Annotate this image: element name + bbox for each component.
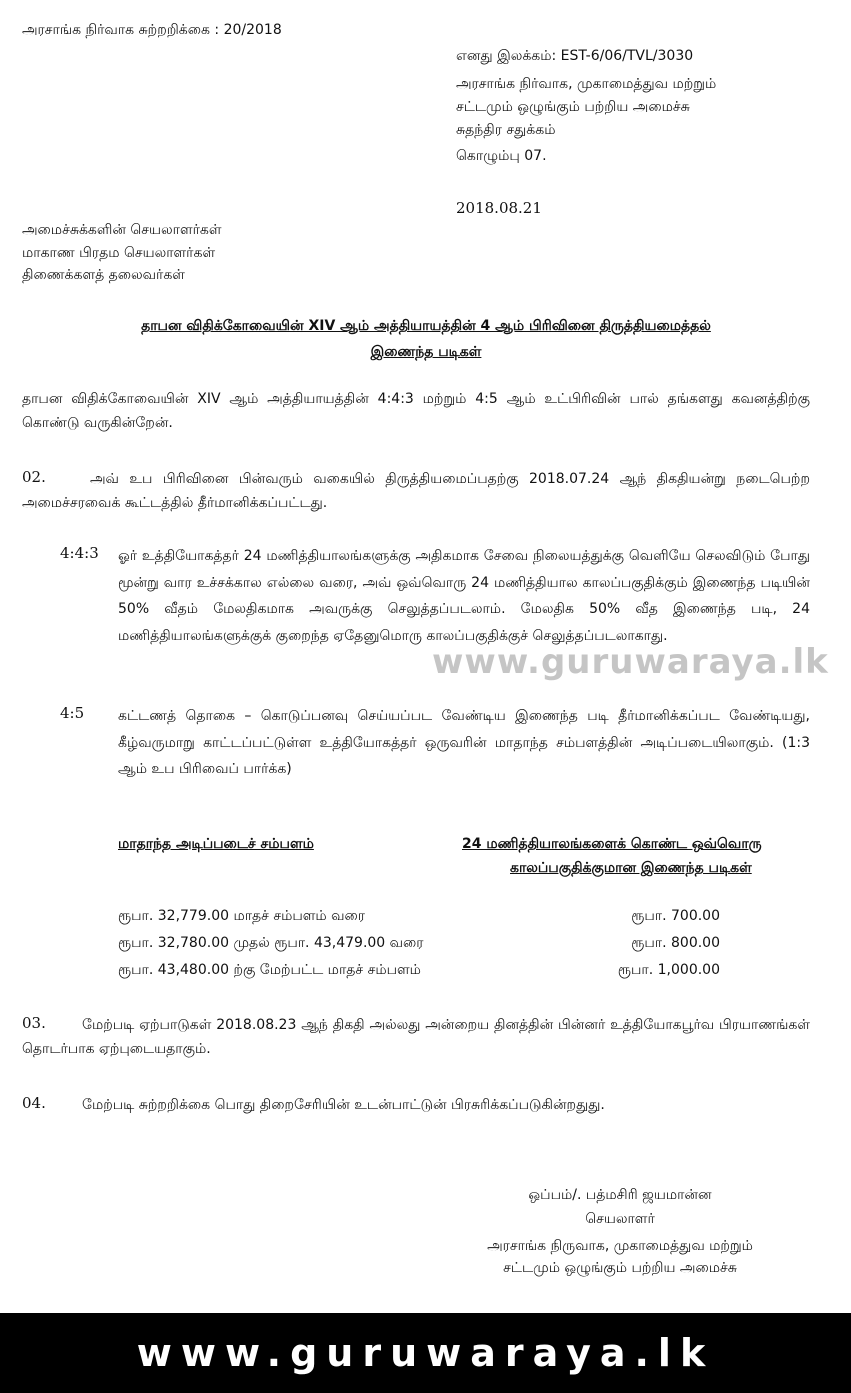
paragraph-04: மேற்படி சுற்றறிக்கை பொது திறைசேரியின் உடன்பாட்டுன் பிரசுரிக்கப்படுகின்றதுது. (82, 1097, 605, 1113)
table-header-allowance: 24 மணித்தியாலங்களைக் கொண்ட ஒவ்வொரு (462, 836, 762, 852)
signature-name: ஒப்பம்/. பத்மசிரி ஜயமான்ன (528, 1187, 712, 1203)
table-header-allowance: காலப்பகுதிக்குமான இணைந்த படிகள் (510, 860, 752, 876)
paragraph-03: மேற்படி ஏற்பாடுகள் 2018.08.23 ஆந் திகதி அல்லது அன்றைய தினத்தின் பின்னர் உத்தியோகபூர்வ பிரயாணங்கள் தொடர்பாக ஏற்புடையதாகும். (22, 1017, 810, 1057)
sender-line: சட்டமும் ஒழுங்கும் பற்றிய அமைச்சு (456, 99, 690, 115)
sender-line: சுதந்திர சதுக்கம் (456, 122, 556, 138)
paragraph-number: 02. (22, 468, 46, 486)
footer-website-link[interactable]: www.guruwaraya.lk (136, 1331, 715, 1375)
letter-date: 2018.08.21 (456, 199, 542, 217)
table-row-allowance: ரூபா. 1,000.00 (617, 962, 720, 978)
clause-number: 4:4:3 (60, 544, 99, 562)
clause-number: 4:5 (60, 704, 85, 722)
circular-number: அரசாங்க நிர்வாக சுற்றறிக்கை : 20/2018 (22, 22, 282, 38)
table-row-salary: ரூபா. 43,480.00 ற்கு மேற்பட்ட மாதச் சம்பளம் (118, 962, 421, 978)
paragraph-02: அவ் உப பிரிவினை பின்வரும் வகையில் திருத்தியமைப்பதற்கு 2018.07.24 ஆந் திகதியன்று நடைபெற்ற அமைச்சரவைக் கூட்டத்தில் தீர்மானிக்கப்பட்டது. (22, 471, 810, 511)
subject-line: தாபன விதிக்கோவையின் XIV ஆம் அத்தியாயத்தின் 4 ஆம் பிரிவினை திருத்தியமைத்தல் (141, 318, 711, 334)
signature-ministry: அரசாங்க நிருவாக, முகாமைத்துவ மற்றும் (487, 1238, 753, 1254)
recipient-line: அமைச்சுக்களின் செயலாளர்கள் (22, 222, 222, 238)
table-row-allowance: ரூபா. 800.00 (631, 935, 720, 951)
table-row-allowance: ரூபா. 700.00 (631, 908, 720, 924)
paragraph-number: 04. (22, 1094, 46, 1112)
subject-subtitle: இணைந்த படிகள் (370, 344, 482, 360)
recipient-line: திணைக்களத் தலைவர்கள் (22, 267, 185, 283)
table-row-salary: ரூபா. 32,780.00 முதல் ரூபா. 43,479.00 வரை (118, 935, 424, 951)
paragraph-number: 03. (22, 1014, 46, 1032)
signature-ministry: சட்டமும் ஒழுங்கும் பற்றிய அமைச்சு (503, 1260, 737, 1276)
watermark-text: www.guruwaraya.lk (432, 642, 829, 682)
clause-4-4-3: ஓர் உத்தியோகத்தர் 24 மணித்தியாலங்களுக்கு அதிகமாக சேவை நிலையத்துக்கு வெளியே செலவிடும் போது மூன்று வார உச்சக்கால எல்லை வரை, அவ் ஒவ்வொரு 24 மணித்தியால காலப்பகுதிக்கும் இணைந்த படியின் 50% வீதம் மேலதிகமாக அவருக்கு செலுத்தப்படலாம். மேலதிக 50% வீத இணைந்த படி, 24 மணித்தியாலங்களுக்குக் குறைந்த ஏதேனுமொரு காலப்பகுதிக்குச் செலுத்தப்படலாகாது. (118, 548, 810, 644)
sender-line: கொழும்பு 07. (456, 148, 547, 164)
recipient-line: மாகாண பிரதம செயலாளர்கள் (22, 245, 216, 261)
table-header-salary: மாதாந்த அடிப்படைச் சம்பளம் (118, 836, 314, 852)
signature-title: செயலாளர் (585, 1211, 655, 1227)
sender-line: அரசாங்க நிர்வாக, முகாமைத்துவ மற்றும் (456, 76, 717, 92)
reference-number: எனது இலக்கம்: EST-6/06/TVL/3030 (456, 48, 694, 64)
clause-4-5: கட்டணத் தொகை – கொடுப்பனவு செய்யப்பட வேண்டிய இணைந்த படி தீர்மானிக்கப்பட வேண்டியது, கீழ்வருமாறு காட்டப்பட்டுள்ள உத்தியோகத்தர் ஒருவரின் மாதாந்த சம்பளத்தின் அடிப்படையிலாகும். (1:3 ஆம் உப பிரிவைப் பார்க்க) (118, 708, 810, 777)
table-row-salary: ரூபா. 32,779.00 மாதச் சம்பளம் வரை (118, 908, 366, 924)
footer-banner (0, 1313, 851, 1393)
intro-paragraph: தாபன விதிக்கோவையின் XIV ஆம் அத்தியாயத்தின் 4:4:3 மற்றும் 4:5 ஆம் உட்பிரிவின் பால் தங்களது கவனத்திற்கு கொண்டு வருகின்றேன். (22, 391, 810, 431)
